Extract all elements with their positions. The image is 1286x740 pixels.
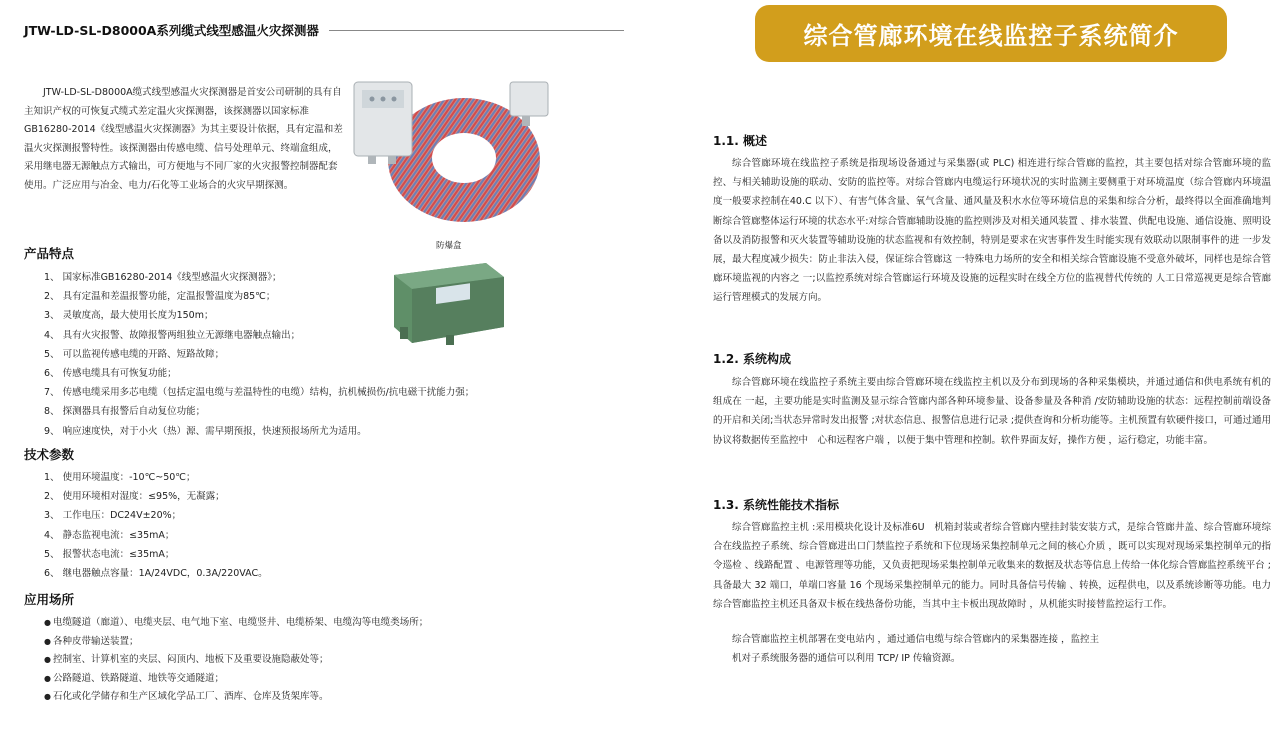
list-item: 3、 工作电压：DC24V±20%； [44,510,182,522]
right-page [643,0,1286,740]
list-item: 1、 国家标准GB16280-2014《线型感温火灾探测器》； [44,272,282,283]
list-item: ● 电缆隧道（廊道）、电缆夹层、电气地下室、电缆竖井、电缆桥架、电缆沟等电缆类场所； [44,614,428,633]
performance-paragraph-2: 综合管廊监控主机部署在变电站内 ，通过通信电缆与综合管廊内的采集器连接 ，监控主 [732,634,1100,645]
intro-paragraph: JTW-LD-SL-D8000A缆式线型感温火灾探测器是首安公司研制的具有自主知识产权的可恢复式缆式差定温火灾探测器，该探测器以国家标准GB16280-2014《线型感温火灾探测器》为其主要设计依据，具有定温和差温火灾探测报警特性。该探测器由传感电缆、信号处理单元、终端盒组成，采用继电器无源触点方式输出，可方便地与不同厂家的火灾报警控制器配套使用。广泛应用与冶金、电力/石化等工业场合的火灾早期探测。 [24,87,343,191]
list-item: 3、 灵敏度高，最大使用长度为150m； [44,310,214,322]
explosion-proof-box-label: 防爆盒 [436,241,462,251]
title-rule [329,30,624,31]
list-item: ● 各种皮带输送装置； [44,633,428,652]
performance-paragraph-3: 机对子系统服务器的通信可以利用 TCP/ IP 传输资源。 [732,653,961,664]
list-item: 2、 使用环境相对湿度：≤95%，无凝露； [44,491,225,503]
list-item: 8、 探测器具有报警后自动复位功能； [44,406,206,418]
applications-heading: 应用场所 [24,592,75,607]
performance-heading: 1.3. 系统性能技术指标 [713,498,839,512]
list-item: 2、 具有定温和差温报警功能，定温报警温度为85℃； [44,291,276,303]
specs-heading: 技术参数 [24,447,75,462]
list-item: 4、 静态监视电流：≤35mA； [44,529,175,541]
overview-paragraph: 综合管廊环境在线监控子系统是指现场设备通过与采集器(或 PLC) 相连进行综合管廊的监控，其主要包括对综合管廊环境的监控、与相关辅助设施的联动、安防的监控等。对综合管廊内电缆运行环境状况的实时监测主要侧重于对环境温度（综合管廊内环境温度一般要求控制在40.C 以下）、有害气体含量、氧气含量、通风量及积水水位等环境信息的采集和综合分析，最终得以全面准确地判断综合管廊整体运行环境的状态水平:对综合管廊辅助设施的监控则涉及对相关通风装置 、排水装置、供配电设施、通信设施、照明设备以及消防报警和灭火装置等辅助设施的状态监视和有效控制，特别是要求在灾害事件发生时能实现有效联动以限制事件的进 一步发展，最大程度减少损失：防止非法入侵，保证综合管廊这 一特殊电力场所的安全和相关综合管廊设施不受意外破坏，同样也是综合管廊环境监视的内容之 一;以监控系统对综合管廊运行环境及设施的远程实时在线全方位的监视替代传统的 人工日常巡视更是综合管廊运行管理模式的发展方向。 [713,158,1271,304]
page-title-banner: 综合管廊环境在线监控子系统简介 [755,5,1227,62]
list-item: 6、 继电器触点容量：1A/24VDC，0.3A/220VAC。 [44,567,268,579]
list-item: 5、 可以监视传感电缆的开路、短路故障； [44,348,225,360]
applications-list [44,614,428,707]
features-list [44,268,474,441]
composition-paragraph: 综合管廊环境在线监控子系统主要由综合管廊环境在线监控主机以及分布到现场的各种采集模块，并通过通信和供电系统有机的组成在 一起，主要功能是实时监测及显示综合管廊内部各种环境参量、设备参量及各种消 /安防辅助设施的状态：远程控制前端设备的开启和关闭;当状态异常时发出报警 ;对状态信息、报警信息进行记录 ;提供查询和分析功能等。主机预置有软硬件接口，可通过通用协议将数据传至监控中 心和远程客户端 ，以便于集中管理和控制。软件界面友好，操作方便 ，运行稳定，功能丰富。 [713,377,1271,446]
list-item: 5、 报警状态电流：≤35mA； [44,548,175,560]
composition-heading: 1.2. 系统构成 [713,352,791,366]
list-item: 9、 响应速度快，对于小火（热）源、需早期预报，快速预报场所尤为适用。 [44,425,367,437]
list-item: 7、 传感电缆采用多芯电缆（包括定温电缆与差温特性的电缆）结构，抗机械损伤/抗电磁干扰能力强； [44,387,475,399]
list-item: 4、 具有火灾报警、故障报警两组独立无源继电器触点输出； [44,329,301,341]
list-item: ● 石化或化学储存和生产区域化学品工厂、酒库、仓库及货架库等。 [44,688,428,707]
list-item: 6、 传感电缆具有可恢复功能； [44,367,177,379]
specs-list [44,468,268,583]
product-title: JTW-LD-SL-D8000A系列缆式线型感温火灾探测器 [24,23,319,38]
list-item: ● 公路隧道、铁路隧道、地铁等交通隧道； [44,670,428,689]
cable-detector-image [352,78,552,226]
performance-paragraph: 综合管廊监控主机 :采用模块化设计及标准6U 机箱封装或者综合管廊内壁挂封装安装方式，是综合管廊井盖、综合管廊环境综合在线监控子系统、综合管廊进出口门禁监控子系统和下位现场采集控制单元之间的核心介质 ，既可以实现对现场采集控制单元的指令巡检 、线路配置 、电源管理等功能，又负责把现场采集控制单元收集来的数据及状态等信息上传给一体化综合管廊监控系统平台 ;具备最大 32 端口，单端口容量 16 个现场采集控制单元的能力。同时具备信号传输 、转换，远程供电，以及系统诊断等功能。电力综合管廊监控主机还具备双卡板在线热备份功能，当其中主卡板出现故障时 ，从机能实时接替监控运行工作。 [713,522,1271,610]
overview-heading: 1.1. 概述 [713,134,767,148]
list-item: 1、 使用环境温度：-10℃~50℃； [44,472,196,483]
left-title-row [24,20,624,40]
list-item: ● 控制室、计算机室的夹层、闷顶内、地板下及重要设施隐蔽处等； [44,651,428,670]
features-heading: 产品特点 [24,246,75,261]
